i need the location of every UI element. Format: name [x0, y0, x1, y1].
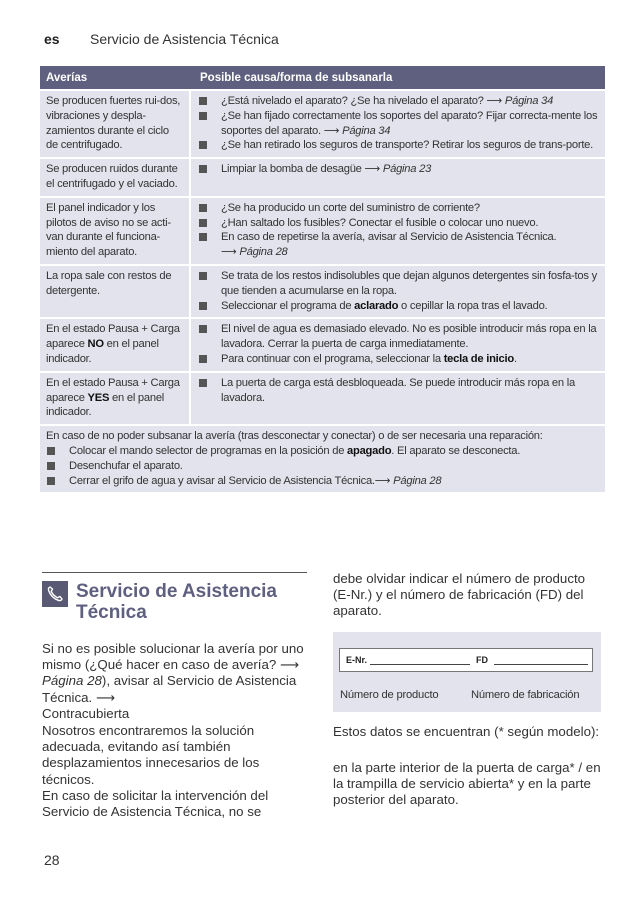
column-header-faults: Averías	[46, 71, 88, 84]
square-bullet-icon	[199, 219, 207, 227]
table-row-final	[40, 424, 605, 492]
square-bullet-icon	[199, 165, 207, 173]
square-bullet-icon	[47, 447, 55, 455]
table-row	[40, 196, 605, 264]
paragraph-solution: Nosotros encontraremos la solución adecuada, evitando así también desplazamientos innecesarios de los técnicos.	[42, 723, 260, 787]
arrow-icon: ⟶	[374, 474, 391, 487]
cause-cell	[191, 91, 605, 157]
arrow-icon: ⟶	[486, 95, 503, 107]
rating-plate	[333, 632, 601, 712]
cause-item: Limpiar la bomba de desagüe ⟶ Página 23	[197, 162, 599, 177]
arrow-icon: ⟶	[364, 163, 381, 176]
product-number-caption: Número de producto	[340, 689, 439, 701]
cause-item: En caso de repetirse la avería, avisar al Servicio de Asistencia Técnica. ⟶ Página 28	[197, 230, 599, 260]
fd-line	[494, 664, 588, 665]
section-rule	[42, 572, 307, 573]
display-indicator: NO	[87, 338, 104, 351]
page-reference: Página 28	[42, 673, 102, 689]
section-title: Servicio de Asistencia Técnica	[76, 581, 278, 623]
fault-cell: Se producen ruidos durante el centrifugado y el vaciado.	[40, 159, 191, 196]
page-reference: Página 23	[382, 163, 432, 176]
troubleshooting-table	[40, 66, 605, 492]
fd-label: FD	[476, 655, 488, 665]
rating-plate-fields	[339, 648, 593, 672]
page-reference: Página 34	[504, 95, 554, 107]
enr-label: E-Nr.	[346, 655, 368, 665]
paragraph-contact: Si no es posible solucionar la avería por uno mismo (¿Qué hacer en caso de avería? ⟶ Página 28), avisar al Servicio de Asistencia Técnica. ⟶ Contracubierta	[42, 641, 304, 721]
position-name: apagado	[347, 444, 392, 457]
page-reference: Página 34	[342, 124, 391, 137]
table-row	[40, 264, 605, 317]
language-code: es	[44, 31, 60, 47]
table-header	[40, 66, 605, 89]
cause-cell	[191, 373, 605, 424]
square-bullet-icon	[199, 204, 207, 212]
page-reference: Página 28	[393, 474, 442, 487]
cause-item: Se trata de los restos indisolubles que dejan algunos detergentes sin fosfa-tos y que tienden a acumularse en la ropa.	[197, 269, 599, 299]
fault-cell: En el estado Pausa + Carga aparece YES en el panel indicador.	[40, 373, 191, 424]
fault-cell: En el estado Pausa + Carga aparece NO en el panel indicador.	[40, 319, 191, 370]
cause-item: ¿Se han retirado los seguros de transporte? Retirar los seguros de trans-porte.	[197, 138, 599, 153]
key-name: tecla de inicio	[443, 352, 514, 365]
cause-item: ¿Se ha producido un corte del suministro de corriente?	[197, 201, 599, 216]
page-header-title: Servicio de Asistencia Técnica	[90, 31, 279, 47]
arrow-icon: ⟶	[221, 246, 237, 259]
final-item: Colocar el mando selector de programas en la posición de apagado. El aparato se desconecta.	[46, 444, 599, 459]
fault-cell: El panel indicador y los pilotos de aviso no se acti-van durante el funciona-miento del aparato.	[40, 198, 191, 264]
display-indicator: YES	[87, 391, 110, 404]
cause-item: ¿Está nivelado el aparato? ¿Se ha nivelado el aparato? ⟶ Página 34	[197, 94, 599, 109]
square-bullet-icon	[199, 97, 207, 105]
cause-item: La puerta de carga está desbloqueada. Se puede introducir más ropa en la lavadora.	[197, 376, 599, 406]
cause-cell	[191, 266, 605, 317]
cause-item: ¿Se han fijado correctamente los soportes del aparato? Fijar correcta-mente los soportes del aparato. ⟶ Página 34	[197, 109, 599, 139]
paragraph-location-intro: Estos datos se encuentran (* según modelo):	[333, 724, 600, 739]
cause-item: ¿Han saltado los fusibles? Conectar el fusible o colocar uno nuevo.	[197, 216, 599, 231]
program-name: aclarado	[354, 299, 399, 312]
square-bullet-icon	[47, 477, 55, 485]
square-bullet-icon	[199, 233, 207, 241]
cause-cell	[191, 198, 605, 264]
square-bullet-icon	[199, 141, 207, 149]
enr-line	[370, 664, 470, 665]
final-lead-text: En caso de no poder subsanar la avería (tras desconectar y conectar) o de ser necesaria una reparación:	[46, 430, 543, 443]
cause-item: Para continuar con el programa, seleccionar la tecla de inicio.	[197, 352, 599, 367]
fault-cell: La ropa sale con restos de detergente.	[40, 266, 191, 317]
arrow-icon: ⟶	[279, 657, 300, 673]
cause-item: El nivel de agua es demasiado elevado. No es posible introducir más ropa en la lavadora. Cerrar la puerta de carga inmediatamente.	[197, 322, 599, 352]
phone-icon	[42, 581, 68, 607]
page-number: 28	[44, 852, 60, 868]
table-row	[40, 157, 605, 196]
cause-item: Seleccionar el programa de aclarado o cepillar la ropa tras el lavado.	[197, 299, 599, 314]
paragraph-request: En caso de solicitar la intervención del Servicio de Asistencia Técnica, no se	[42, 788, 269, 820]
paragraph-numbers: debe olvidar indicar el número de producto (E-Nr.) y el número de fabricación (FD) del aparato.	[333, 571, 586, 619]
table-row	[40, 371, 605, 424]
arrow-icon: ⟶	[95, 689, 116, 705]
page-reference: Página 28	[239, 246, 288, 259]
column-header-causes: Posible causa/forma de subsanarla	[200, 71, 393, 84]
square-bullet-icon	[199, 379, 207, 387]
square-bullet-icon	[199, 325, 207, 333]
square-bullet-icon	[199, 272, 207, 280]
cause-cell	[191, 319, 605, 370]
table-row	[40, 89, 605, 157]
fabrication-number-caption: Número de fabricación	[471, 689, 580, 701]
square-bullet-icon	[199, 355, 207, 363]
fault-cell: Se producen fuertes rui-dos, vibraciones y despla-zamientos durante el ciclo de centrifugado.	[40, 91, 191, 157]
paragraph-location: en la parte interior de la puerta de carga* / en la trampilla de servicio abierta* y en la parte posterior del aparato.	[333, 760, 601, 808]
final-item: Cerrar el grifo de agua y avisar al Servicio de Asistencia Técnica.⟶ Página 28	[46, 474, 599, 489]
square-bullet-icon	[199, 302, 207, 310]
square-bullet-icon	[47, 462, 55, 470]
arrow-icon: ⟶	[323, 124, 340, 137]
square-bullet-icon	[199, 112, 207, 120]
table-row	[40, 317, 605, 370]
final-item: Desenchufar el aparato.	[46, 459, 599, 474]
cause-cell	[191, 159, 605, 196]
